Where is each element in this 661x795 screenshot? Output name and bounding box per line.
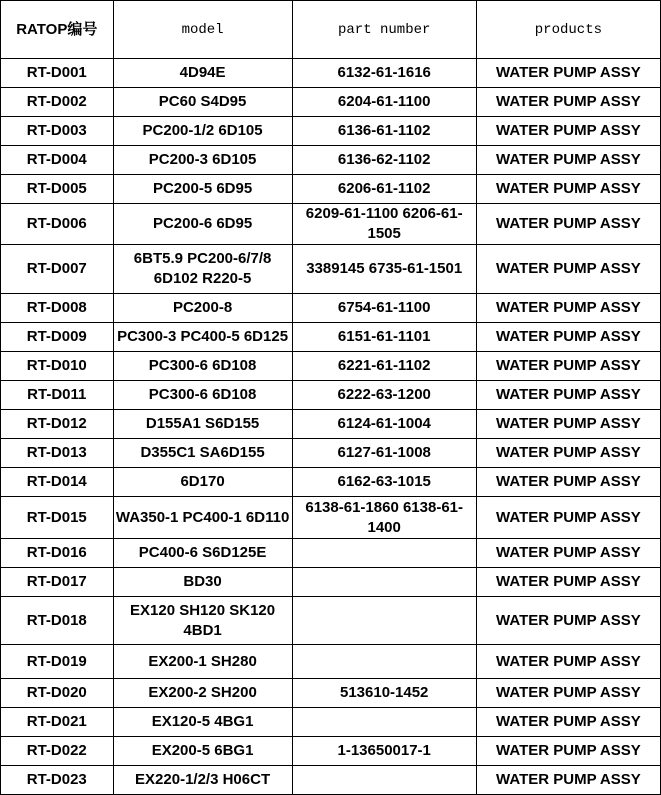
header-part-number: part number [292, 1, 476, 59]
cell-product: WATER PUMP ASSY [476, 323, 660, 352]
table-body [1, 59, 661, 795]
cell-ratop-id: RT-D012 [1, 410, 114, 439]
table-row [1, 323, 661, 352]
cell-ratop-id: RT-D017 [1, 568, 114, 597]
table-row [1, 294, 661, 323]
table-row [1, 468, 661, 497]
cell-part-number: 6206-61-1102 [292, 175, 476, 204]
table-row [1, 117, 661, 146]
cell-part-number [292, 708, 476, 737]
cell-model: PC200-1/2 6D105 [113, 117, 292, 146]
table-row [1, 204, 661, 245]
cell-product: WATER PUMP ASSY [476, 539, 660, 568]
cell-model: EX120 SH120 SK120 4BD1 [113, 597, 292, 645]
cell-product: WATER PUMP ASSY [476, 468, 660, 497]
cell-model: PC300-6 6D108 [113, 352, 292, 381]
table-row [1, 245, 661, 294]
cell-model: EX200-1 SH280 [113, 645, 292, 679]
cell-product: WATER PUMP ASSY [476, 597, 660, 645]
cell-product: WATER PUMP ASSY [476, 59, 660, 88]
cell-product: WATER PUMP ASSY [476, 679, 660, 708]
cell-product: WATER PUMP ASSY [476, 146, 660, 175]
table-row [1, 737, 661, 766]
table-row [1, 766, 661, 795]
table-row [1, 410, 661, 439]
table-row [1, 352, 661, 381]
cell-model: EX200-2 SH200 [113, 679, 292, 708]
table-row [1, 539, 661, 568]
cell-ratop-id: RT-D018 [1, 597, 114, 645]
cell-product: WATER PUMP ASSY [476, 117, 660, 146]
cell-product: WATER PUMP ASSY [476, 410, 660, 439]
cell-ratop-id: RT-D022 [1, 737, 114, 766]
cell-part-number: 6754-61-1100 [292, 294, 476, 323]
cell-part-number [292, 568, 476, 597]
cell-model: PC200-3 6D105 [113, 146, 292, 175]
cell-part-number: 6222-63-1200 [292, 381, 476, 410]
cell-part-number [292, 645, 476, 679]
cell-ratop-id: RT-D001 [1, 59, 114, 88]
cell-model: D155A1 S6D155 [113, 410, 292, 439]
cell-product: WATER PUMP ASSY [476, 245, 660, 294]
cell-part-number: 6138-61-1860 6138-61-1400 [292, 497, 476, 539]
header-model: model [113, 1, 292, 59]
cell-ratop-id: RT-D016 [1, 539, 114, 568]
cell-product: WATER PUMP ASSY [476, 645, 660, 679]
cell-ratop-id: RT-D008 [1, 294, 114, 323]
cell-model: WA350-1 PC400-1 6D110 [113, 497, 292, 539]
table-row [1, 175, 661, 204]
cell-part-number [292, 766, 476, 795]
cell-model: 6BT5.9 PC200-6/7/8 6D102 R220-5 [113, 245, 292, 294]
cell-ratop-id: RT-D011 [1, 381, 114, 410]
cell-ratop-id: RT-D010 [1, 352, 114, 381]
table-row [1, 679, 661, 708]
table-row [1, 88, 661, 117]
cell-model: PC300-6 6D108 [113, 381, 292, 410]
cell-model: PC300-3 PC400-5 6D125 [113, 323, 292, 352]
cell-ratop-id: RT-D003 [1, 117, 114, 146]
cell-model: BD30 [113, 568, 292, 597]
cell-part-number: 6124-61-1004 [292, 410, 476, 439]
cell-ratop-id: RT-D004 [1, 146, 114, 175]
cell-model: EX120-5 4BG1 [113, 708, 292, 737]
cell-ratop-id: RT-D007 [1, 245, 114, 294]
cell-product: WATER PUMP ASSY [476, 294, 660, 323]
cell-part-number [292, 539, 476, 568]
cell-ratop-id: RT-D002 [1, 88, 114, 117]
cell-ratop-id: RT-D006 [1, 204, 114, 245]
cell-part-number: 6162-63-1015 [292, 468, 476, 497]
cell-product: WATER PUMP ASSY [476, 708, 660, 737]
cell-ratop-id: RT-D023 [1, 766, 114, 795]
table-row [1, 146, 661, 175]
cell-product: WATER PUMP ASSY [476, 766, 660, 795]
cell-model: PC400-6 S6D125E [113, 539, 292, 568]
cell-part-number: 6221-61-1102 [292, 352, 476, 381]
table-row [1, 381, 661, 410]
table-row [1, 59, 661, 88]
cell-product: WATER PUMP ASSY [476, 204, 660, 245]
cell-model: 6D170 [113, 468, 292, 497]
cell-part-number: 6209-61-1100 6206-61-1505 [292, 204, 476, 245]
cell-product: WATER PUMP ASSY [476, 88, 660, 117]
cell-product: WATER PUMP ASSY [476, 497, 660, 539]
table-row [1, 597, 661, 645]
cell-part-number: 6204-61-1100 [292, 88, 476, 117]
cell-product: WATER PUMP ASSY [476, 737, 660, 766]
header-ratop-id: RATOP编号 [1, 1, 114, 59]
cell-model: PC200-5 6D95 [113, 175, 292, 204]
cell-part-number [292, 597, 476, 645]
cell-ratop-id: RT-D019 [1, 645, 114, 679]
cell-product: WATER PUMP ASSY [476, 352, 660, 381]
header-products: products [476, 1, 660, 59]
cell-product: WATER PUMP ASSY [476, 381, 660, 410]
cell-product: WATER PUMP ASSY [476, 568, 660, 597]
cell-ratop-id: RT-D013 [1, 439, 114, 468]
table-row [1, 439, 661, 468]
table-row [1, 497, 661, 539]
cell-part-number: 6127-61-1008 [292, 439, 476, 468]
cell-part-number: 513610-1452 [292, 679, 476, 708]
header-row [1, 1, 661, 59]
cell-model: PC200-8 [113, 294, 292, 323]
cell-product: WATER PUMP ASSY [476, 439, 660, 468]
cell-model: D355C1 SA6D155 [113, 439, 292, 468]
cell-model: 4D94E [113, 59, 292, 88]
cell-ratop-id: RT-D021 [1, 708, 114, 737]
cell-part-number: 6132-61-1616 [292, 59, 476, 88]
cell-ratop-id: RT-D005 [1, 175, 114, 204]
table-row [1, 568, 661, 597]
table-row [1, 645, 661, 679]
cell-model: EX200-5 6BG1 [113, 737, 292, 766]
cell-ratop-id: RT-D020 [1, 679, 114, 708]
cell-ratop-id: RT-D009 [1, 323, 114, 352]
cell-part-number: 6151-61-1101 [292, 323, 476, 352]
cell-part-number: 6136-61-1102 [292, 117, 476, 146]
cell-model: PC200-6 6D95 [113, 204, 292, 245]
cell-part-number: 1-13650017-1 [292, 737, 476, 766]
cell-part-number: 3389145 6735-61-1501 [292, 245, 476, 294]
table-row [1, 708, 661, 737]
cell-ratop-id: RT-D015 [1, 497, 114, 539]
cell-model: PC60 S4D95 [113, 88, 292, 117]
cell-product: WATER PUMP ASSY [476, 175, 660, 204]
cell-model: EX220-1/2/3 H06CT [113, 766, 292, 795]
cell-part-number: 6136-62-1102 [292, 146, 476, 175]
cell-ratop-id: RT-D014 [1, 468, 114, 497]
